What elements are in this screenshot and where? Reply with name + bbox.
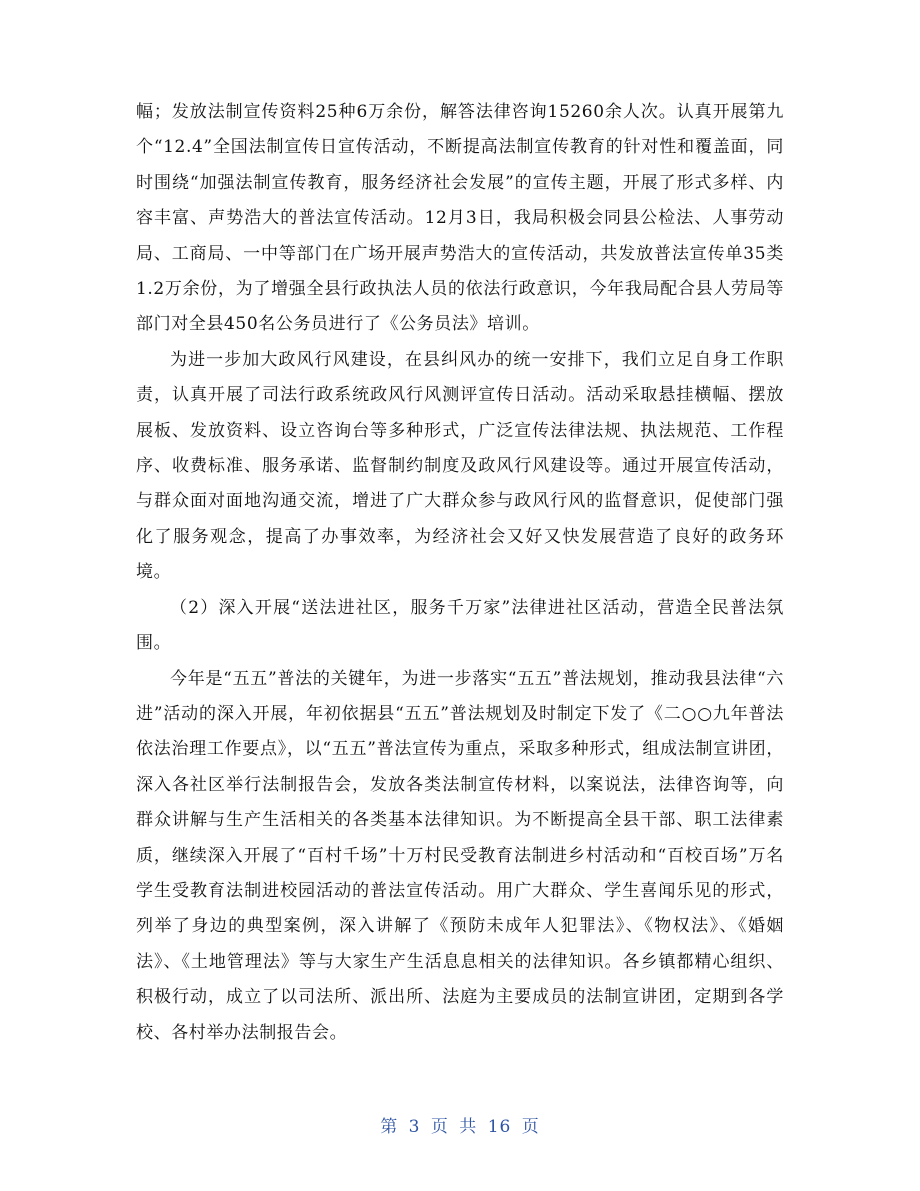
paragraph-section-heading: （2）深入开展“送法进社区，服务千万家”法律进社区活动，营造全民普法氛围。 [136, 597, 784, 654]
paragraph-legal-education: 今年是“五五”普法的关键年，为进一步落实“五五”普法规划，推动我县法律“六进”活动的深入开展，年初依据县“五五”普法规划及时制定下发了《二○○九年普法依法治理工作要点》，以“五五”普法宣传为重点，采取多种形式，组成法制宣讲团，深入各社区举行法制报告会，发放各类法制宣传材料，以案说法，法律咨询等，向群众讲解与生产生活相关的各类基本法律知识。为不断提高全县干部、职工法律素质，继续深入开展了“百村千场”十万村民受教育法制进乡村活动和“百校百场”万名学生受教育法制进校园活动的普法宣传活动。用广大群众、学生喜闻乐见的形式，列举了身边的典型案例，深入讲解了《预防未成年人犯罪法》、《物权法》、《婚姻法》、《土地管理法》等与大家生产生活息息相关的法律知识。各乡镇都精心组织、积极行动，成立了以司法所、派出所、法庭为主要成员的法制宣讲团，定期到各学校、各村举办法制报告会。 [136, 668, 784, 1043]
paragraph-continuation: 幅；发放法制宣传资料25种6万余份，解答法律咨询15260余人次。认真开展第九个“12.4”全国法制宣传日宣传活动，不断提高法制宣传教育的针对性和覆盖面，同时围绕“加强法制宣传教育，服务经济社会发展”的宣传主题，开展了形式多样、内容丰富、声势浩大的普法宣传活动。12月3日，我局积极会同县公检法、人事劳动局、工商局、一中等部门在广场开展声势浩大的宣传活动，共发放普法宣传单35类1.2万余份，为了增强全县行政执法人员的依法行政意识，今年我局配合县人劳局等部门对全县450名公务员进行了《公务员法》培训。 [136, 102, 784, 335]
paragraph-style-campaign: 为进一步加大政风行风建设，在县纠风办的统一安排下，我们立足自身工作职责，认真开展了司法行政系统政风行风测评宣传日活动。活动采取悬挂横幅、摆放展板、发放资料、设立咨询台等多种形式，广泛宣传法律法规、执法规范、工作程序、收费标准、服务承诺、监督制约制度及政风行风建设等。通过开展宣传活动，与群众面对面地沟通交流，增进了广大群众参与政风行风的监督意识，促使部门强化了服务观念，提高了办事效率，为经济社会又好又快发展营造了良好的政务环境。 [136, 349, 784, 583]
document-body [136, 95, 784, 1051]
page-number-footer: 第 3 页 共 16 页 [380, 1117, 540, 1137]
